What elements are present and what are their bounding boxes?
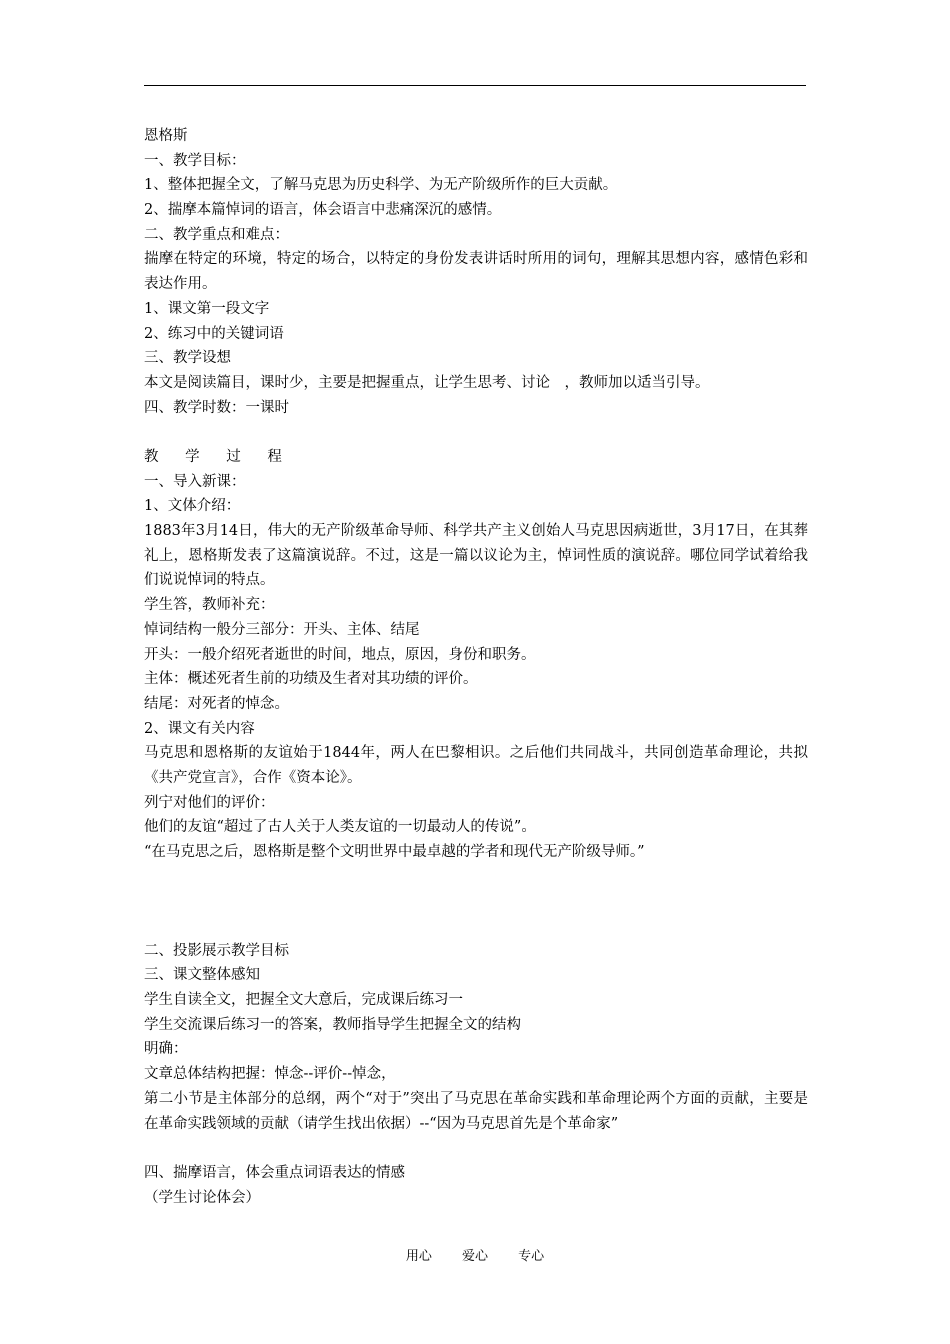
key-points-description: 揣摩在特定的环境，特定的场合，以特定的身份发表讲话时所用的词句，理解其思想内容，感情色彩和表达作用。 — [144, 251, 808, 293]
hours-heading: 四、教学时数：一课时 — [144, 399, 289, 416]
objective-item-2: 2、揣摩本篇悼词的语言，体会语言中悲痛深沉的感情。 — [144, 202, 502, 219]
key-point-item-1: 1、课文第一段文字 — [144, 300, 270, 317]
section-3-line-1: 学生自读全文，把握全文大意后，完成课后练习一 — [144, 992, 463, 1009]
section-3-paragraph: 第二小节是主体部分的总纲，两个“对于”突出了马克思在革命实践和革命理论两个方面的贡献，主要是在革命实践领域的贡献（请学生找出依据）--“因为马克思首先是个革命家” — [144, 1090, 808, 1132]
process-heading — [144, 445, 808, 470]
process-heading-char: 程 — [267, 448, 282, 465]
footer-word: 爱心 — [461, 1249, 488, 1264]
page-footer — [0, 1247, 950, 1267]
blank-line — [144, 420, 808, 445]
friendship-paragraph: 马克思和恩格斯的友谊始于1844年，两人在巴黎相识。之后他们共同战斗，共同创造革命理论，共拟《共产党宣言》，合作《资本论》。 — [144, 745, 808, 786]
eulogy-opening: 开头：一般介绍死者逝世的时间，地点，原因，身份和职务。 — [144, 646, 536, 663]
objective-item-1: 1、整体把握全文，了解马克思为历史科学、为无产阶级所作的巨大贡献。 — [144, 177, 618, 194]
intro-heading: 一、导入新课： — [144, 473, 246, 490]
eulogy-ending: 结尾：对死者的悼念。 — [144, 695, 289, 712]
objectives-heading: 一、教学目标： — [144, 152, 246, 169]
section-3-heading: 三、课文整体感知 — [144, 967, 260, 984]
eulogy-structure: 悼词结构一般分三部分：开头、主体、结尾 — [144, 621, 420, 638]
lenin-quote-1: 他们的友谊“超过了古人关于人类友谊的一切最动人的传说”。 — [144, 819, 536, 836]
blank-line — [144, 1136, 808, 1161]
footer-word: 专心 — [518, 1249, 545, 1264]
lenin-quote-2: “在马克思之后，恩格斯是整个文明世界中最卓越的学者和现代无产阶级导师。” — [144, 844, 645, 861]
section-3-line-2: 学生交流课后练习一的答案，教师指导学生把握全文的结构 — [144, 1016, 521, 1033]
section-4-heading: 四、揣摩语言，体会重点词语表达的情感 — [144, 1164, 405, 1181]
section-4-note: （学生讨论体会） — [144, 1189, 260, 1206]
design-description: 本文是阅读篇目，课时少，主要是把握重点，让学生思考、讨论 ，教师加以适当引导。 — [144, 374, 710, 391]
section-3-line-3: 明确： — [144, 1041, 188, 1058]
process-heading-char: 教 — [144, 448, 159, 465]
footer-word: 用心 — [405, 1249, 432, 1264]
header-rule — [144, 85, 806, 86]
design-heading: 三、教学设想 — [144, 350, 231, 367]
lenin-heading: 列宁对他们的评价： — [144, 794, 275, 811]
genre-paragraph: 1883年3月14日，伟大的无产阶级革命导师、科学共产主义创始人马克思因病逝世，3月17日，在其葬礼上，恩格斯发表了这篇演说辞。不过，这是一篇以议论为主，悼词性质的演说辞。哪位同学试着给我们说说悼词的特点。 — [144, 523, 808, 589]
process-heading-char: 过 — [226, 448, 241, 465]
section-3-line-4: 文章总体结构把握：悼念--评价--悼念， — [144, 1066, 396, 1083]
key-points-heading: 二、教学重点和难点： — [144, 226, 289, 243]
eulogy-body: 主体：概述死者生前的功绩及生者对其功绩的评价。 — [144, 671, 478, 688]
section-2-heading: 二、投影展示教学目标 — [144, 942, 289, 959]
content-heading: 2、课文有关内容 — [144, 720, 255, 737]
student-answer: 学生答，教师补充： — [144, 597, 275, 614]
blank-space — [144, 865, 808, 939]
document-title: 恩格斯 — [144, 128, 188, 144]
genre-heading: 1、文体介绍： — [144, 498, 241, 515]
document-body — [144, 124, 808, 1210]
key-point-item-2: 2、练习中的关键词语 — [144, 325, 284, 342]
process-heading-char: 学 — [185, 448, 200, 465]
